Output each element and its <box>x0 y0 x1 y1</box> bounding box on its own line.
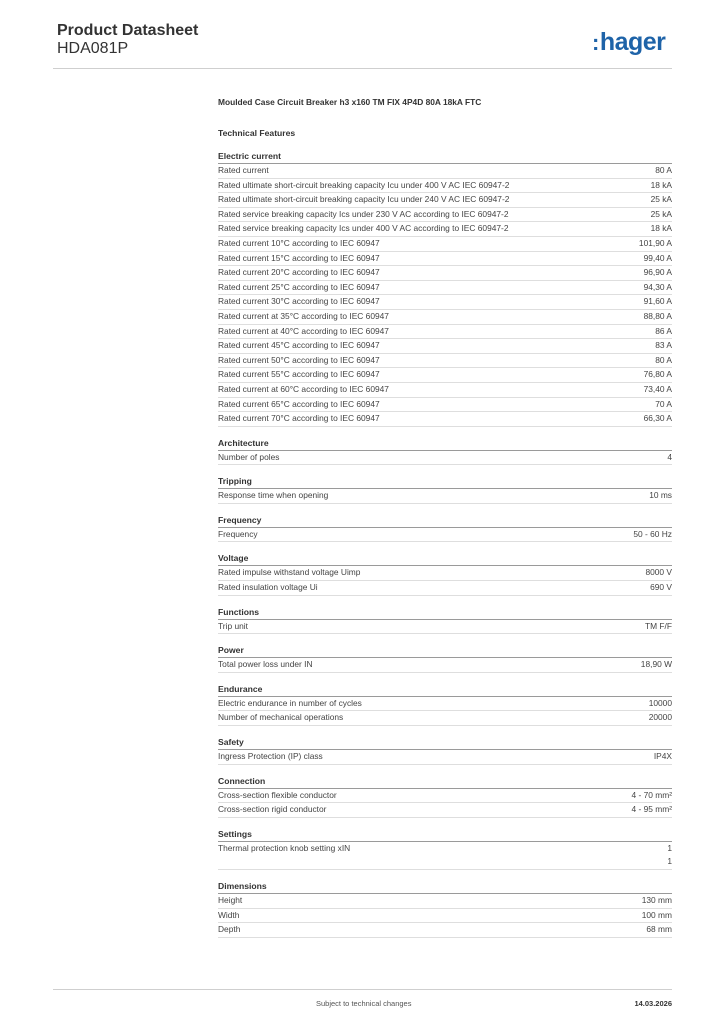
spec-value: 690 V <box>650 582 672 593</box>
section-electric-current <box>218 150 672 427</box>
spec-value: 91,60 A <box>643 296 672 307</box>
spec-row <box>218 325 672 340</box>
spec-label: Rated current 55°C according to IEC 60947 <box>218 369 380 380</box>
header-divider <box>53 68 672 69</box>
spec-label: Frequency <box>218 528 258 539</box>
spec-row <box>218 909 672 924</box>
spec-row <box>218 711 672 726</box>
spec-row <box>218 658 672 673</box>
spec-value: 88,80 A <box>643 310 672 321</box>
spec-value: 80 A <box>655 165 672 175</box>
spec-value: 8000 V <box>645 567 672 578</box>
spec-label: Rated current 25°C according to IEC 60947 <box>218 281 380 292</box>
spec-value: 18 kA <box>650 179 672 190</box>
spec-row <box>218 179 672 194</box>
spec-value: 130 mm <box>641 895 672 905</box>
spec-label: Rated current 45°C according to IEC 60947 <box>218 340 380 351</box>
section-voltage <box>218 552 672 595</box>
spec-value: 76,80 A <box>643 369 672 380</box>
section-title: Tripping <box>218 475 672 489</box>
spec-value: 73,40 A <box>643 383 672 394</box>
technical-features-heading: Technical Features <box>218 128 296 138</box>
spec-value: 25 kA <box>650 208 672 219</box>
spec-value: 50 - 60 Hz <box>633 528 672 539</box>
spec-label: Rated current at 35°C according to IEC 60947 <box>218 310 389 321</box>
spec-label: Rated current 50°C according to IEC 60947 <box>218 354 380 365</box>
section-title: Settings <box>218 828 672 842</box>
spec-row <box>218 193 672 208</box>
product-title: Moulded Case Circuit Breaker h3 x160 TM FIX 4P4D 80A 18kA FTC <box>218 97 482 107</box>
spec-value: 4 - 95 mm² <box>631 804 672 815</box>
spec-row <box>218 842 672 870</box>
section-tripping <box>218 475 672 504</box>
section-title: Voltage <box>218 552 672 566</box>
spec-row <box>218 581 672 596</box>
spec-value: 99,40 A <box>643 252 672 263</box>
section-title: Safety <box>218 736 672 750</box>
section-dimensions <box>218 880 672 938</box>
section-title: Connection <box>218 775 672 789</box>
footer-divider <box>53 989 672 990</box>
spec-value: 1 1 <box>667 842 672 867</box>
spec-row <box>218 620 672 635</box>
document-title: Product Datasheet <box>57 22 199 39</box>
spec-value: 4 - 70 mm² <box>631 789 672 800</box>
spec-value: 18 kA <box>650 223 672 234</box>
spec-value: 4 <box>667 451 672 462</box>
spec-label: Response time when opening <box>218 490 329 501</box>
spec-row <box>218 339 672 354</box>
spec-value: 96,90 A <box>643 267 672 278</box>
spec-row <box>218 803 672 818</box>
spec-label: Electric endurance in number of cycles <box>218 697 362 708</box>
spec-label: Cross-section flexible conductor <box>218 789 337 800</box>
section-frequency <box>218 514 672 543</box>
spec-label: Rated current 65°C according to IEC 60947 <box>218 398 380 409</box>
spec-row <box>218 281 672 296</box>
section-title: Dimensions <box>218 880 672 894</box>
spec-label: Ingress Protection (IP) class <box>218 751 323 762</box>
spec-label: Rated current 15°C according to IEC 60947 <box>218 252 380 263</box>
spec-label: Rated current 20°C according to IEC 60947 <box>218 267 380 278</box>
footer-date: 14.03.2026 <box>634 999 672 1008</box>
spec-value: 83 A <box>655 340 672 351</box>
section-safety <box>218 736 672 765</box>
spec-row <box>218 789 672 804</box>
spec-label: Height <box>218 895 243 905</box>
spec-label: Rated current 30°C according to IEC 60947 <box>218 296 380 307</box>
spec-row <box>218 566 672 581</box>
spec-label: Rated impulse withstand voltage Uimp <box>218 567 361 578</box>
spec-value: 25 kA <box>650 194 672 205</box>
spec-label: Rated current 70°C according to IEC 60947 <box>218 413 380 424</box>
spec-value: 70 A <box>655 398 672 409</box>
hager-logo <box>592 28 665 57</box>
spec-row <box>218 222 672 237</box>
section-functions <box>218 606 672 635</box>
spec-value: 68 mm <box>646 924 672 935</box>
section-settings <box>218 828 672 870</box>
section-title: Power <box>218 644 672 658</box>
datasheet-body <box>218 97 672 948</box>
spec-value: 94,30 A <box>643 281 672 292</box>
section-title: Endurance <box>218 683 672 697</box>
spec-label: Total power loss under IN <box>218 659 313 670</box>
section-endurance <box>218 683 672 726</box>
section-connection <box>218 775 672 818</box>
spec-row <box>218 208 672 223</box>
spec-label: Rated current at 60°C according to IEC 60947 <box>218 383 389 394</box>
spec-label: Rated ultimate short-circuit breaking capacity Icu under 240 V AC IEC 60947-2 <box>218 194 510 205</box>
spec-row <box>218 383 672 398</box>
section-title: Electric current <box>218 150 672 164</box>
spec-label: Cross-section rigid conductor <box>218 804 327 815</box>
spec-label: Rated current at 40°C according to IEC 60947 <box>218 325 389 336</box>
spec-label: Trip unit <box>218 620 248 631</box>
spec-value: 100 mm <box>641 909 672 920</box>
spec-label: Rated current 10°C according to IEC 60947 <box>218 237 380 248</box>
spec-row <box>218 451 672 466</box>
spec-row <box>218 266 672 281</box>
spec-row <box>218 295 672 310</box>
spec-label: Rated insulation voltage Ui <box>218 582 318 593</box>
spec-value: 20000 <box>648 712 672 723</box>
section-architecture <box>218 437 672 466</box>
product-code: HDA081P <box>57 40 129 57</box>
spec-value: 101,90 A <box>638 237 672 248</box>
spec-row <box>218 489 672 504</box>
spec-row <box>218 398 672 413</box>
spec-label: Number of poles <box>218 451 280 462</box>
spec-value: IP4X <box>653 751 672 762</box>
spec-label: Rated current <box>218 165 269 175</box>
spec-label: Number of mechanical operations <box>218 712 344 723</box>
spec-value: 10000 <box>648 697 672 708</box>
spec-row <box>218 750 672 765</box>
spec-label: Depth <box>218 924 241 935</box>
section-title: Functions <box>218 606 672 620</box>
spec-value: 80 A <box>655 354 672 365</box>
spec-row <box>218 164 672 179</box>
spec-label: Width <box>218 909 240 920</box>
spec-row <box>218 697 672 712</box>
logo-dots: : <box>592 30 599 55</box>
spec-label: Rated service breaking capacity Ics under 400 V AC according to IEC 60947-2 <box>218 223 509 234</box>
section-title: Frequency <box>218 514 672 528</box>
spec-value: 10 ms <box>649 490 672 501</box>
logo-text: hager <box>599 28 666 56</box>
spec-value: 18,90 W <box>640 659 672 670</box>
spec-row <box>218 252 672 267</box>
spec-row <box>218 368 672 383</box>
spec-row <box>218 894 672 909</box>
spec-row <box>218 354 672 369</box>
footer-note: Subject to technical changes <box>316 999 412 1008</box>
spec-row <box>218 310 672 325</box>
section-power <box>218 644 672 673</box>
feature-sections <box>218 150 672 938</box>
spec-value: 86 A <box>655 325 672 336</box>
spec-value: TM F/F <box>645 620 672 631</box>
spec-row <box>218 923 672 938</box>
spec-label: Rated service breaking capacity Ics under 230 V AC according to IEC 60947-2 <box>218 208 509 219</box>
spec-row <box>218 412 672 427</box>
spec-row <box>218 237 672 252</box>
spec-row <box>218 528 672 543</box>
spec-value: 66,30 A <box>643 413 672 424</box>
section-title: Architecture <box>218 437 672 451</box>
spec-label: Thermal protection knob setting xIN <box>218 842 351 853</box>
spec-label: Rated ultimate short-circuit breaking capacity Icu under 400 V AC IEC 60947-2 <box>218 179 510 190</box>
